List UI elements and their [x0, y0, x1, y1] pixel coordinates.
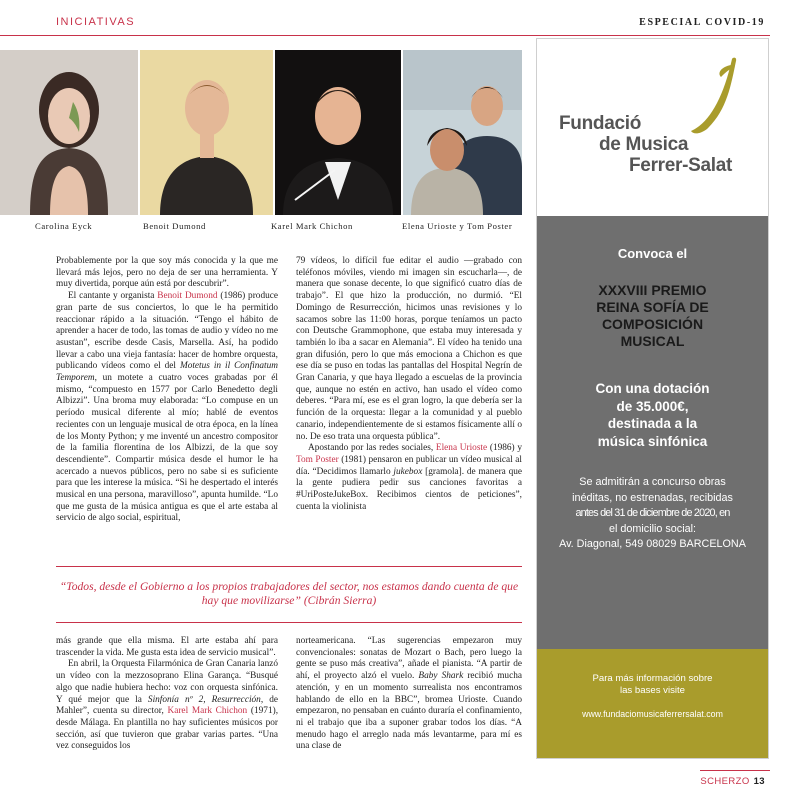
section-label: INICIATIVAS	[56, 16, 136, 28]
page-number: 13	[753, 776, 765, 787]
ad-dotacion-line: destinada a la	[607, 416, 698, 431]
ad-dotacion-line: de 35.000€,	[616, 398, 689, 414]
photo-carolina-eyck	[0, 50, 138, 215]
article-paragraph: 79 vídeos, lo difícil fue editar el audio —grabado con teléfonos móviles, viendo mi imagen sin escucharla—, de manera que sonase decente, lo que significó cuatro días de trabajo”. El que hizo la producción, no durmió. “El Domingo de Resurrección, hicimos unas revisiones y lo sacamos sobre las 11:00 horas, porque teníamos un pacto con Deutsche Grammophone, que estaba muy interesada y también lo iba a sacar en Alemania”. El vídeo ha tenido una gran difusión, pero lo que más emociona a Chichon es que ese día se puso en todas las pantallas del Hospital Negrín de Gran Canaria, y que haya llegado a escuelas de la provincia que, aunque no estén en activo, han usado el vídeo como deberes. “Para mí, ese es el gran logro, la que debería ser la función de la orquesta: llegar a la comunidad y al pueblo canario, independientemente de si estamos físicamente allí o no. De eso trata una orquesta pública”.	[296, 256, 522, 442]
ad-premio-title	[537, 282, 768, 350]
article-paragraph: El cantante y organista Benoit Dumond (1986) produce gran parte de sus conciertos, lo que le ha permitido reaccionar rápido a la situación. “Tengo el hábito de aprender a hacer de todo, las tomas de audio y vídeo no me asustan”, escribe desde Casis, Marsella. Así, ha podido llevar a cabo una vieja fantasía: hacer de hombre orquesta, publicando vídeos como el del Motetus in il Confinatum Temporem, un motete a cuatro voces grabadas por él mismo, “compuesto en 1577 por Carlo Benedetto degli Albizzi”. Una broma muy elaborada: “Lo compuse en un período musical diferente al mío; hablé de eventos recientes con un lenguaje musical de otra época, en la línea de los Monty Python; y me inventé un ancestro compositor de la familia florentina de los Albizzi, de la que soy descendiente”. Compartir música desde el humor le ha acercado a nuevos públicos, pero no sabe si es suficiente para que les interese la música. “Si he despertado el interés musical en una persona, maravilloso”, apunta humilde. “Lo que me gusta de la música antigua es que el arte estaba al servicio de algo social, espiritual,	[56, 291, 278, 524]
ad-bases-line: antes del 31 de diciembre de 2020, en	[575, 507, 730, 519]
article-column-1-top	[56, 256, 278, 525]
pullquote-rule-top	[56, 566, 522, 567]
article-paragraph: norteamericana. “Las sugerencias empezaron muy convencionales: sonatas de Mozart o Bach, pero luego la gente se puso más creativa”, añade el pianista. “A partir de ahí, el proyecto alzó el vuelo. Baby Shark recibió mucha atención, y en un momento surrealista nos encontramos hablando de ello en la BBC”, bromea Urioste. Cuando empezaron, no pensaban en cuánto duraría el confinamiento, ni el trabajo que iba a suponer grabar todos los días. “A menudo hago el arreglo nada más levantarme, para mí es una clase de	[296, 636, 522, 752]
article-paragraph: En abril, la Orquesta Filarmónica de Gran Canaria lanzó un vídeo con la mezzosoprano Elina Garança. “Busqué algo que nadie hubiera hecho: voz con orquesta sinfónica. Y qué mejor que la Sinfonía nº 2, Resurrección, de Mahler”, cuenta su director, Karel Mark Chichon (1971), desde Málaga. En plantilla no hay suficientes músicos por sección, así que tuvieron que grabar varias partes. “Una vez conseguidos los	[56, 659, 279, 752]
ad-info-line: las bases visite	[619, 685, 686, 696]
ad-premio-line: MUSICAL	[620, 333, 685, 349]
article-column-2-bottom	[296, 636, 522, 753]
ad-dotacion-line: música sinfónica	[597, 433, 708, 449]
ad-dotacion-line: Con una dotación	[595, 381, 710, 396]
portrait-man-icon	[140, 50, 273, 215]
logo-text-line1: Fundació	[559, 113, 642, 134]
photo-karel-mark-chichon	[275, 50, 401, 215]
ad-bases-line: inéditas, no estrenadas, recibidas	[572, 491, 733, 504]
ad-convoca: Convoca el	[617, 246, 688, 261]
ad-announcement-area	[537, 216, 768, 649]
logo-text-line2: de Musica	[599, 134, 689, 155]
ad-info	[537, 673, 768, 697]
caption-benoit-dumond: Benoit Dumond	[143, 221, 206, 231]
magazine-name: SCHERZO	[700, 776, 750, 787]
page-footer	[700, 776, 765, 787]
ad-premio-line: REINA SOFÍA DE	[596, 299, 709, 315]
ad-bases-line: el domicilio social:	[608, 522, 696, 535]
caption-carolina-eyck: Carolina Eyck	[35, 221, 93, 231]
ad-info-area	[537, 649, 768, 758]
top-rule	[0, 35, 770, 36]
work-title: Sinfonía nº 2, Resurrección	[147, 694, 261, 705]
caption-karel-mark-chichon: Karel Mark Chichon	[271, 221, 353, 231]
portrait-couple-icon	[403, 50, 522, 215]
person-name-highlight: Tom Poster	[296, 454, 339, 465]
special-section-label: ESPECIAL COVID-19	[639, 17, 765, 28]
article-column-2-top	[296, 256, 522, 513]
work-title: Baby Shark	[418, 671, 464, 682]
article-paragraph: Apostando por las redes sociales, Elena Urioste (1986) y Tom Poster (1981) pensaron en publicar un vídeo musical al día. “Decidimos llamarlo jukebox [gramola]. de manera que la gente pudiera pedir sus canciones favoritas a #UriPosteJukeBox. Recibimos cientos de peticiones”, cuenta la violinista	[296, 443, 523, 512]
ad-logo-area	[537, 39, 768, 216]
photo-urioste-poster	[403, 50, 522, 215]
work-title: jukebox	[393, 466, 423, 477]
article-paragraph: más grande que ella misma. El arte estaba ahí para trascender la vida. Me gusta esta idea de servicio musical”.	[56, 636, 278, 658]
caption-urioste-poster: Elena Urioste y Tom Poster	[402, 221, 513, 231]
ad-bases-line: Se admitirán a concurso obras	[579, 476, 726, 488]
ad-premio-line: XXXVIII PREMIO	[598, 282, 707, 298]
footer-rule	[700, 770, 770, 771]
article-paragraph: Probablemente por la que soy más conocida y la que me llevará más lejos, pero no deja de ser una herramienta. Y muy divertida, porque aún está por descubrir”.	[56, 256, 278, 290]
person-name-highlight: Karel Mark Chichon	[167, 706, 248, 717]
ad-bases	[537, 475, 768, 553]
logo-text-line3: Ferrer-Salat	[629, 155, 733, 176]
portrait-conductor-icon	[275, 50, 401, 215]
music-note-logo-icon	[687, 55, 747, 137]
photo-benoit-dumond	[140, 50, 273, 215]
ad-url-link[interactable]: www.fundaciomusicaferrersalat.com	[582, 709, 723, 719]
person-name-highlight: Benoit Dumond	[157, 291, 218, 302]
ad-premio-line: COMPOSICIÓN	[601, 316, 704, 332]
advertisement	[536, 38, 769, 759]
portrait-woman-icon	[0, 50, 138, 215]
ad-dotacion	[537, 380, 768, 450]
article-column-1-bottom	[56, 636, 278, 753]
ad-bases-line: Av. Diagonal, 549 08029 BARCELONA	[559, 538, 746, 550]
work-title: Motetus in il Confinatum Temporem	[56, 361, 278, 384]
ad-info-line: Para más información sobre	[592, 673, 713, 684]
pullquote-text: “Todos, desde el Gobierno a los propios trabajadores del sector, nos estamos dando cuenta de que hay que movilizarse”	[59, 580, 519, 607]
pullquote	[56, 580, 522, 608]
pullquote-attribution: (Cibrán Sierra)	[303, 594, 377, 607]
person-name-highlight: Elena Urioste	[435, 443, 488, 454]
pullquote-rule-bottom	[56, 622, 522, 623]
